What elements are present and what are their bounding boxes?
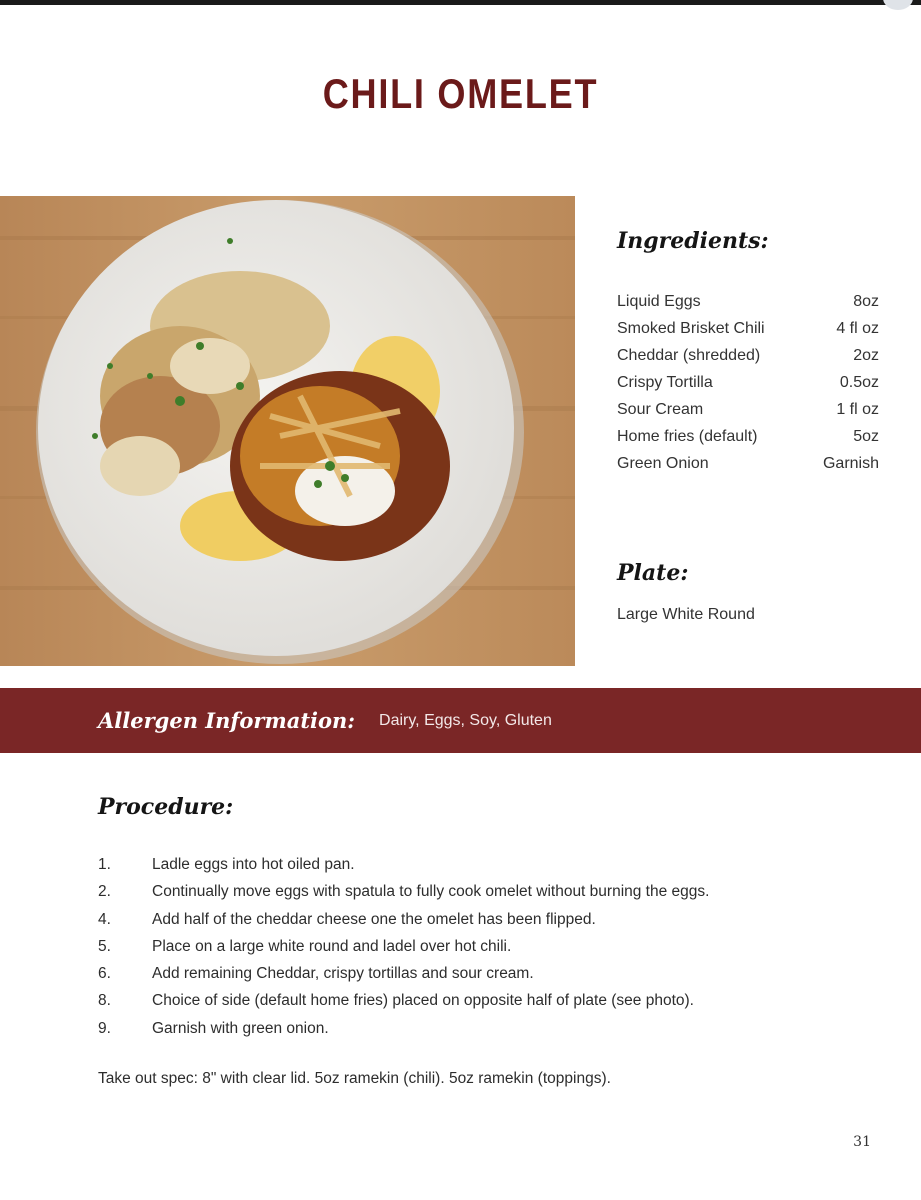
allergen-banner <box>0 688 921 753</box>
step-text: Garnish with green onion. <box>152 1019 329 1037</box>
allergen-value: Dairy, Eggs, Soy, Gluten <box>379 711 552 729</box>
ingredient-name: Liquid Eggs <box>617 293 701 310</box>
step-number: 9. <box>98 1019 111 1037</box>
step-number: 4. <box>98 910 111 928</box>
ingredient-name: Crispy Tortilla <box>617 374 713 391</box>
ingredient-amount: 2oz <box>853 347 879 364</box>
ingredient-amount: 1 fl oz <box>836 401 879 418</box>
ingredient-row <box>617 315 879 342</box>
step-text: Add half of the cheddar cheese one the omelet has been flipped. <box>152 910 596 928</box>
ingredient-name: Green Onion <box>617 455 709 472</box>
takeout-spec: Take out spec: 8" with clear lid. 5oz ramekin (chili). 5oz ramekin (toppings). <box>98 1070 611 1087</box>
ingredient-name: Home fries (default) <box>617 428 758 445</box>
procedure-step <box>98 906 858 933</box>
ingredient-row <box>617 423 879 450</box>
ingredient-name: Sour Cream <box>617 401 704 418</box>
ingredient-row <box>617 288 879 315</box>
ingredient-row <box>617 342 879 369</box>
ingredient-row <box>617 396 879 423</box>
step-text: Ladle eggs into hot oiled pan. <box>152 856 355 873</box>
plated-omelet-photo <box>0 196 575 666</box>
procedure-step <box>98 987 858 1014</box>
step-text: Choice of side (default home fries) placed on opposite half of plate (see photo). <box>152 992 694 1010</box>
ingredient-name: Smoked Brisket Chili <box>617 320 765 337</box>
procedure-step <box>98 960 858 987</box>
recipe-title: CHILI OMELET <box>322 70 599 117</box>
ingredient-amount: 0.5oz <box>839 374 879 391</box>
ingredient-row <box>617 369 879 396</box>
step-text: Place on a large white round and ladel over hot chili. <box>152 937 512 955</box>
ingredient-name: Cheddar (shredded) <box>617 347 761 364</box>
ingredient-amount: 4 fl oz <box>836 320 879 337</box>
step-text: Add remaining Cheddar, crispy tortillas and sour cream. <box>152 965 534 983</box>
plate-heading: Plate: <box>617 560 689 586</box>
procedure-step <box>98 1015 858 1042</box>
ingredient-amount: 8oz <box>853 293 879 310</box>
allergen-label: Allergen Information: <box>98 708 356 733</box>
step-number: 5. <box>98 937 111 955</box>
procedure-step <box>98 878 858 905</box>
step-number: 1. <box>98 856 111 873</box>
ingredients-list <box>617 288 879 477</box>
plate-value: Large White Round <box>617 606 755 623</box>
ingredient-amount: 5oz <box>853 428 879 445</box>
procedure-step <box>98 851 858 878</box>
procedure-heading: Procedure: <box>98 794 234 820</box>
procedure-step <box>98 933 858 960</box>
ingredients-heading: Ingredients: <box>617 228 769 254</box>
ingredient-amount: Garnish <box>822 455 879 472</box>
step-number: 6. <box>98 965 111 983</box>
ingredient-row <box>617 450 879 477</box>
procedure-steps <box>98 851 858 1042</box>
step-number: 2. <box>98 883 111 901</box>
corner-mark <box>883 0 913 10</box>
step-text: Continually move eggs with spatula to fully cook omelet without burning the eggs. <box>152 883 710 901</box>
page-number: 31 <box>853 1134 871 1150</box>
top-rule <box>0 0 921 5</box>
step-number: 8. <box>98 992 111 1010</box>
